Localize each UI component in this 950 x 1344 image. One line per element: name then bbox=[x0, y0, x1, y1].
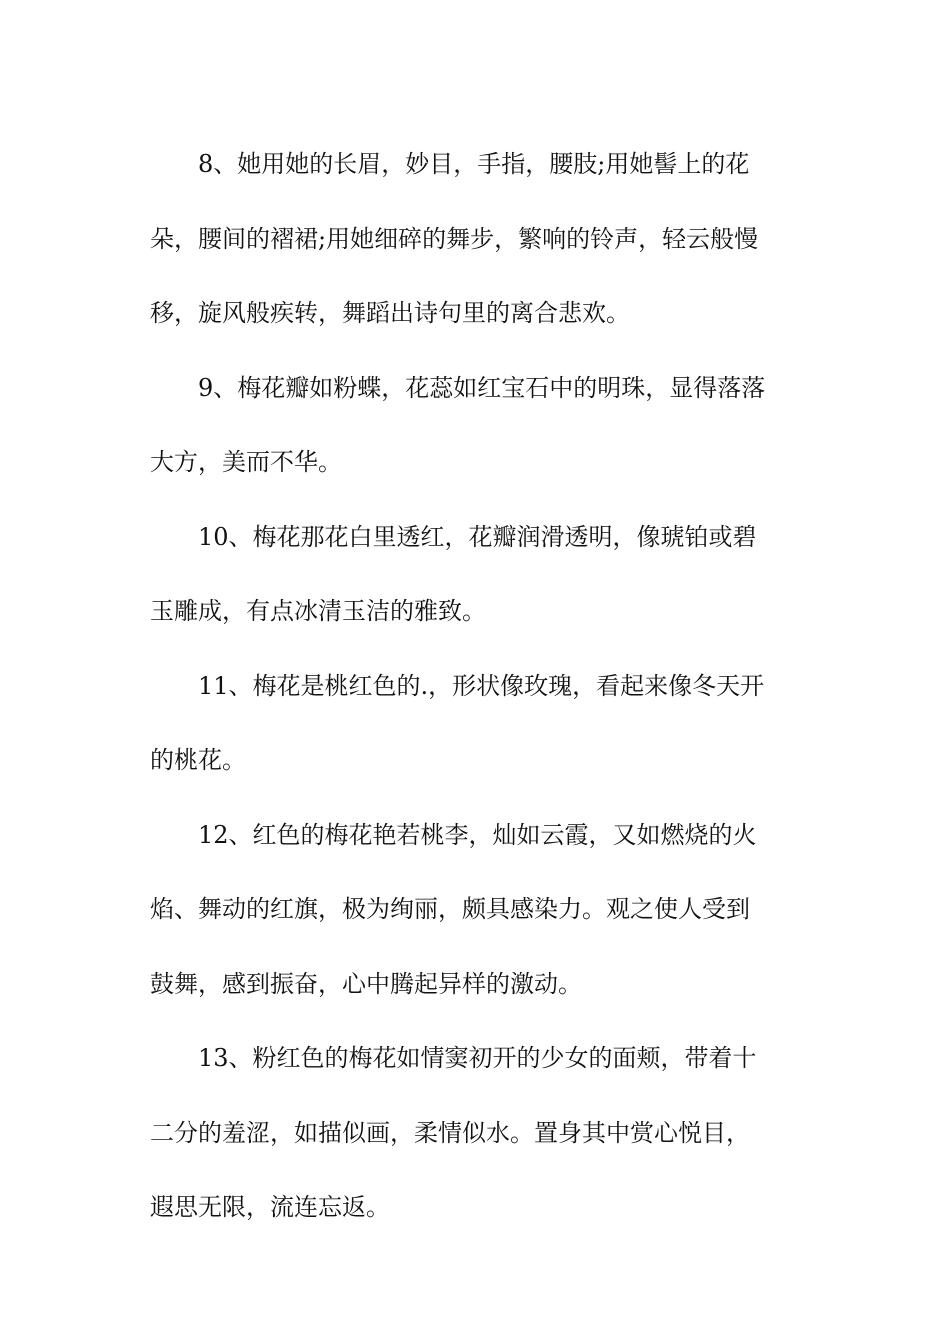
paragraph-line: 焰、舞动的红旗，极为绚丽，颇具感染力。观之使人受到 bbox=[150, 895, 750, 923]
paragraph-line: 9、梅花瓣如粉蝶，花蕊如红宝石中的明珠，显得落落 bbox=[198, 373, 766, 402]
document-body bbox=[150, 127, 810, 1245]
paragraph-8 bbox=[150, 127, 810, 351]
paragraph-11 bbox=[150, 649, 810, 798]
paragraph-line: 12、红色的梅花艳若桃李，灿如云霞，又如燃烧的火 bbox=[198, 820, 757, 849]
paragraph-line: 玉雕成，有点冰清玉洁的雅致。 bbox=[150, 597, 486, 625]
paragraph-line: 11、梅花是桃红色的.，形状像玫瑰，看起来像冬天开 bbox=[198, 671, 765, 700]
paragraph-line: 移，旋风般疾转，舞蹈出诗句里的离合悲欢。 bbox=[150, 299, 630, 327]
paragraph-9 bbox=[150, 351, 810, 500]
paragraph-line: 朵，腰间的褶裙;用她细碎的舞步，繁响的铃声，轻云般慢 bbox=[150, 224, 759, 253]
paragraph-line: 遐思无限，流连忘返。 bbox=[150, 1193, 390, 1221]
paragraph-line: 8、她用她的长眉，妙目，手指，腰肢;用她髻上的花 bbox=[198, 150, 750, 178]
paragraph-line: 10、梅花那花白里透红，花瓣润滑透明，像琥铂或碧 bbox=[198, 522, 757, 551]
paragraph-line: 的桃花。 bbox=[150, 746, 246, 774]
paragraph-line: 大方，美而不华。 bbox=[150, 448, 342, 476]
paragraph-line: 二分的羞涩，如描似画，柔情似水。置身其中赏心悦目， bbox=[150, 1118, 750, 1147]
paragraph-10 bbox=[150, 500, 810, 649]
paragraph-line: 13、粉红色的梅花如情窦初开的少女的面颊，带着十 bbox=[198, 1044, 757, 1072]
paragraph-13 bbox=[150, 1021, 810, 1245]
paragraph-line: 鼓舞，感到振奋，心中腾起异样的激动。 bbox=[150, 969, 582, 998]
paragraph-12 bbox=[150, 798, 810, 1022]
